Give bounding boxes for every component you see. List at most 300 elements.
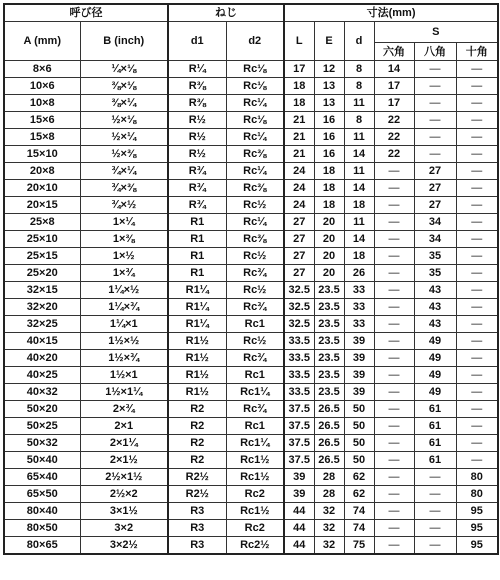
header-b-inch: B (inch) bbox=[80, 22, 168, 61]
cell-d: 39 bbox=[344, 333, 374, 350]
cell-b-inch: 2½×1½ bbox=[80, 469, 168, 486]
table-row bbox=[4, 350, 498, 367]
cell-d2: Rc1½ bbox=[226, 503, 284, 520]
cell-b-inch: 2×1¼ bbox=[80, 435, 168, 452]
cell-d2: Rc⅛ bbox=[226, 61, 284, 78]
table-row bbox=[4, 384, 498, 401]
cell-octagon: 34 bbox=[414, 231, 456, 248]
cell-l: 21 bbox=[284, 112, 314, 129]
cell-l: 32.5 bbox=[284, 282, 314, 299]
cell-e: 16 bbox=[314, 129, 344, 146]
cell-decagon: — bbox=[456, 129, 498, 146]
cell-decagon: — bbox=[456, 299, 498, 316]
cell-octagon: 49 bbox=[414, 384, 456, 401]
cell-d2: Rc1 bbox=[226, 316, 284, 333]
cell-e: 23.5 bbox=[314, 367, 344, 384]
cell-d2: Rc1 bbox=[226, 367, 284, 384]
table-body bbox=[4, 61, 498, 555]
table-row bbox=[4, 163, 498, 180]
cell-a-mm: 80×50 bbox=[4, 520, 80, 537]
cell-a-mm: 32×25 bbox=[4, 316, 80, 333]
cell-d1: R1½ bbox=[168, 350, 226, 367]
cell-l: 24 bbox=[284, 163, 314, 180]
table-row bbox=[4, 503, 498, 520]
header-decagon: 十角 bbox=[456, 43, 498, 61]
cell-d: 11 bbox=[344, 129, 374, 146]
header-nominal-size: 呼び径 bbox=[4, 4, 168, 22]
cell-octagon: 27 bbox=[414, 163, 456, 180]
cell-l: 39 bbox=[284, 469, 314, 486]
cell-a-mm: 20×10 bbox=[4, 180, 80, 197]
cell-e: 20 bbox=[314, 248, 344, 265]
table-row bbox=[4, 333, 498, 350]
cell-e: 13 bbox=[314, 95, 344, 112]
cell-a-mm: 50×25 bbox=[4, 418, 80, 435]
cell-hexagon: — bbox=[374, 503, 414, 520]
cell-hexagon: — bbox=[374, 214, 414, 231]
cell-d1: R½ bbox=[168, 129, 226, 146]
cell-e: 28 bbox=[314, 469, 344, 486]
cell-a-mm: 40×25 bbox=[4, 367, 80, 384]
table-row bbox=[4, 214, 498, 231]
table-row bbox=[4, 248, 498, 265]
cell-a-mm: 40×20 bbox=[4, 350, 80, 367]
cell-a-mm: 15×10 bbox=[4, 146, 80, 163]
cell-octagon: 27 bbox=[414, 180, 456, 197]
cell-a-mm: 20×8 bbox=[4, 163, 80, 180]
table-row bbox=[4, 265, 498, 282]
cell-octagon: — bbox=[414, 112, 456, 129]
table-row bbox=[4, 282, 498, 299]
cell-l: 37.5 bbox=[284, 435, 314, 452]
cell-e: 16 bbox=[314, 112, 344, 129]
cell-a-mm: 25×20 bbox=[4, 265, 80, 282]
cell-l: 24 bbox=[284, 197, 314, 214]
cell-d1: R2 bbox=[168, 452, 226, 469]
cell-a-mm: 15×8 bbox=[4, 129, 80, 146]
cell-d2: Rc¼ bbox=[226, 129, 284, 146]
cell-a-mm: 15×6 bbox=[4, 112, 80, 129]
cell-decagon: — bbox=[456, 350, 498, 367]
cell-octagon: — bbox=[414, 78, 456, 95]
cell-l: 18 bbox=[284, 78, 314, 95]
cell-b-inch: 1½×½ bbox=[80, 333, 168, 350]
cell-octagon: — bbox=[414, 95, 456, 112]
cell-d1: R1 bbox=[168, 248, 226, 265]
cell-e: 12 bbox=[314, 61, 344, 78]
cell-octagon: — bbox=[414, 537, 456, 555]
header-d1: d1 bbox=[168, 22, 226, 61]
cell-l: 21 bbox=[284, 146, 314, 163]
header-a-mm: A (mm) bbox=[4, 22, 80, 61]
cell-d1: R⅜ bbox=[168, 95, 226, 112]
cell-decagon: — bbox=[456, 316, 498, 333]
cell-e: 32 bbox=[314, 503, 344, 520]
table-row bbox=[4, 537, 498, 555]
cell-b-inch: 2×1½ bbox=[80, 452, 168, 469]
cell-d: 74 bbox=[344, 503, 374, 520]
header-hexagon: 六角 bbox=[374, 43, 414, 61]
cell-l: 39 bbox=[284, 486, 314, 503]
cell-d: 62 bbox=[344, 486, 374, 503]
cell-d1: R2½ bbox=[168, 469, 226, 486]
cell-octagon: 61 bbox=[414, 418, 456, 435]
cell-b-inch: ¼×⅛ bbox=[80, 61, 168, 78]
cell-octagon: — bbox=[414, 61, 456, 78]
cell-decagon: — bbox=[456, 61, 498, 78]
cell-octagon: — bbox=[414, 486, 456, 503]
cell-a-mm: 25×15 bbox=[4, 248, 80, 265]
cell-octagon: 61 bbox=[414, 435, 456, 452]
cell-d: 18 bbox=[344, 248, 374, 265]
cell-b-inch: ¾×½ bbox=[80, 197, 168, 214]
cell-octagon: 49 bbox=[414, 367, 456, 384]
cell-decagon: — bbox=[456, 146, 498, 163]
cell-hexagon: — bbox=[374, 197, 414, 214]
cell-hexagon: 22 bbox=[374, 129, 414, 146]
cell-hexagon: 22 bbox=[374, 146, 414, 163]
cell-b-inch: 1½×1¼ bbox=[80, 384, 168, 401]
cell-decagon: — bbox=[456, 180, 498, 197]
cell-a-mm: 65×40 bbox=[4, 469, 80, 486]
header-l: L bbox=[284, 22, 314, 61]
cell-d1: R2 bbox=[168, 418, 226, 435]
cell-d: 75 bbox=[344, 537, 374, 555]
cell-decagon: — bbox=[456, 282, 498, 299]
cell-b-inch: ⅜×⅛ bbox=[80, 78, 168, 95]
header-octagon: 八角 bbox=[414, 43, 456, 61]
cell-d1: R2 bbox=[168, 435, 226, 452]
table-header bbox=[4, 4, 498, 61]
cell-l: 18 bbox=[284, 95, 314, 112]
cell-l: 37.5 bbox=[284, 452, 314, 469]
cell-d2: Rc½ bbox=[226, 333, 284, 350]
cell-d1: R1½ bbox=[168, 333, 226, 350]
cell-hexagon: 14 bbox=[374, 61, 414, 78]
cell-d: 39 bbox=[344, 384, 374, 401]
cell-d: 74 bbox=[344, 520, 374, 537]
cell-a-mm: 10×8 bbox=[4, 95, 80, 112]
cell-octagon: — bbox=[414, 503, 456, 520]
cell-b-inch: 1×⅜ bbox=[80, 231, 168, 248]
cell-b-inch: 3×2½ bbox=[80, 537, 168, 555]
cell-hexagon: 22 bbox=[374, 112, 414, 129]
cell-hexagon: — bbox=[374, 435, 414, 452]
cell-b-inch: ½×⅜ bbox=[80, 146, 168, 163]
cell-e: 26.5 bbox=[314, 418, 344, 435]
cell-hexagon: — bbox=[374, 163, 414, 180]
cell-octagon: 61 bbox=[414, 452, 456, 469]
cell-octagon: — bbox=[414, 146, 456, 163]
table-row bbox=[4, 299, 498, 316]
header-s: S bbox=[374, 22, 498, 43]
header-e: E bbox=[314, 22, 344, 61]
cell-d1: R⅜ bbox=[168, 78, 226, 95]
cell-d2: Rc1¼ bbox=[226, 435, 284, 452]
table-row bbox=[4, 520, 498, 537]
cell-d2: Rc2 bbox=[226, 520, 284, 537]
cell-d2: Rc¾ bbox=[226, 299, 284, 316]
cell-l: 32.5 bbox=[284, 316, 314, 333]
cell-d: 8 bbox=[344, 78, 374, 95]
cell-a-mm: 32×20 bbox=[4, 299, 80, 316]
cell-decagon: — bbox=[456, 78, 498, 95]
cell-hexagon: 17 bbox=[374, 95, 414, 112]
cell-l: 32.5 bbox=[284, 299, 314, 316]
cell-octagon: — bbox=[414, 129, 456, 146]
dimension-table bbox=[3, 3, 499, 555]
cell-d1: R1½ bbox=[168, 384, 226, 401]
cell-hexagon: — bbox=[374, 282, 414, 299]
table-row bbox=[4, 146, 498, 163]
header-d2: d2 bbox=[226, 22, 284, 61]
cell-b-inch: 1¼×½ bbox=[80, 282, 168, 299]
cell-e: 20 bbox=[314, 265, 344, 282]
cell-hexagon: — bbox=[374, 384, 414, 401]
cell-d1: R1 bbox=[168, 231, 226, 248]
cell-b-inch: 2×1 bbox=[80, 418, 168, 435]
cell-e: 32 bbox=[314, 520, 344, 537]
cell-octagon: 43 bbox=[414, 316, 456, 333]
cell-e: 23.5 bbox=[314, 350, 344, 367]
cell-a-mm: 10×6 bbox=[4, 78, 80, 95]
cell-d: 18 bbox=[344, 197, 374, 214]
table-row bbox=[4, 197, 498, 214]
cell-a-mm: 25×10 bbox=[4, 231, 80, 248]
cell-d: 33 bbox=[344, 299, 374, 316]
cell-d: 14 bbox=[344, 146, 374, 163]
cell-decagon: — bbox=[456, 452, 498, 469]
cell-decagon: 80 bbox=[456, 486, 498, 503]
cell-l: 37.5 bbox=[284, 418, 314, 435]
table-row bbox=[4, 486, 498, 503]
cell-d2: Rc⅜ bbox=[226, 146, 284, 163]
cell-octagon: 34 bbox=[414, 214, 456, 231]
cell-d1: R1¼ bbox=[168, 282, 226, 299]
table-row bbox=[4, 316, 498, 333]
cell-hexagon: — bbox=[374, 486, 414, 503]
cell-d2: Rc2 bbox=[226, 486, 284, 503]
table-row bbox=[4, 61, 498, 78]
cell-b-inch: 3×2 bbox=[80, 520, 168, 537]
cell-l: 44 bbox=[284, 537, 314, 555]
cell-decagon: 95 bbox=[456, 503, 498, 520]
cell-decagon: 95 bbox=[456, 520, 498, 537]
cell-a-mm: 40×15 bbox=[4, 333, 80, 350]
cell-l: 27 bbox=[284, 248, 314, 265]
cell-octagon: 61 bbox=[414, 401, 456, 418]
cell-decagon: — bbox=[456, 265, 498, 282]
cell-d: 50 bbox=[344, 452, 374, 469]
cell-d: 62 bbox=[344, 469, 374, 486]
table-row bbox=[4, 231, 498, 248]
cell-hexagon: — bbox=[374, 299, 414, 316]
cell-hexagon: — bbox=[374, 265, 414, 282]
cell-d2: Rc¼ bbox=[226, 95, 284, 112]
cell-octagon: 35 bbox=[414, 248, 456, 265]
cell-hexagon: — bbox=[374, 469, 414, 486]
cell-decagon: 80 bbox=[456, 469, 498, 486]
cell-l: 44 bbox=[284, 503, 314, 520]
cell-d: 11 bbox=[344, 95, 374, 112]
cell-a-mm: 50×20 bbox=[4, 401, 80, 418]
cell-d1: R¾ bbox=[168, 180, 226, 197]
cell-l: 27 bbox=[284, 231, 314, 248]
cell-a-mm: 25×8 bbox=[4, 214, 80, 231]
cell-d1: R¾ bbox=[168, 163, 226, 180]
table-row bbox=[4, 367, 498, 384]
cell-b-inch: ½×⅛ bbox=[80, 112, 168, 129]
cell-octagon: 43 bbox=[414, 299, 456, 316]
cell-d2: Rc1½ bbox=[226, 452, 284, 469]
cell-d1: R1 bbox=[168, 265, 226, 282]
cell-octagon: 27 bbox=[414, 197, 456, 214]
cell-e: 26.5 bbox=[314, 452, 344, 469]
header-d: d bbox=[344, 22, 374, 61]
cell-d1: R2½ bbox=[168, 486, 226, 503]
cell-d2: Rc⅜ bbox=[226, 231, 284, 248]
cell-b-inch: ⅜×¼ bbox=[80, 95, 168, 112]
cell-d1: R1¼ bbox=[168, 316, 226, 333]
dimension-table-container bbox=[3, 3, 499, 555]
cell-d: 11 bbox=[344, 214, 374, 231]
cell-d2: Rc¾ bbox=[226, 265, 284, 282]
cell-e: 23.5 bbox=[314, 333, 344, 350]
cell-l: 17 bbox=[284, 61, 314, 78]
cell-d: 33 bbox=[344, 316, 374, 333]
cell-d2: Rc1¼ bbox=[226, 384, 284, 401]
cell-decagon: — bbox=[456, 214, 498, 231]
cell-d2: Rc½ bbox=[226, 282, 284, 299]
cell-e: 28 bbox=[314, 486, 344, 503]
cell-octagon: 35 bbox=[414, 265, 456, 282]
cell-a-mm: 32×15 bbox=[4, 282, 80, 299]
cell-e: 16 bbox=[314, 146, 344, 163]
cell-d1: R½ bbox=[168, 112, 226, 129]
cell-a-mm: 80×40 bbox=[4, 503, 80, 520]
header-thread: ねじ bbox=[168, 4, 284, 22]
cell-a-mm: 8×6 bbox=[4, 61, 80, 78]
cell-d: 14 bbox=[344, 180, 374, 197]
cell-l: 33.5 bbox=[284, 333, 314, 350]
cell-octagon: 49 bbox=[414, 350, 456, 367]
cell-hexagon: — bbox=[374, 520, 414, 537]
cell-d2: Rc⅛ bbox=[226, 78, 284, 95]
cell-b-inch: 1½×1 bbox=[80, 367, 168, 384]
cell-b-inch: 2½×2 bbox=[80, 486, 168, 503]
cell-a-mm: 50×32 bbox=[4, 435, 80, 452]
table-row bbox=[4, 112, 498, 129]
cell-decagon: — bbox=[456, 384, 498, 401]
cell-octagon: — bbox=[414, 520, 456, 537]
cell-hexagon: — bbox=[374, 180, 414, 197]
cell-b-inch: ¾×⅜ bbox=[80, 180, 168, 197]
cell-d: 39 bbox=[344, 367, 374, 384]
cell-d: 26 bbox=[344, 265, 374, 282]
cell-decagon: — bbox=[456, 367, 498, 384]
table-row bbox=[4, 418, 498, 435]
cell-octagon: 43 bbox=[414, 282, 456, 299]
cell-b-inch: 1×½ bbox=[80, 248, 168, 265]
cell-l: 37.5 bbox=[284, 401, 314, 418]
table-row bbox=[4, 452, 498, 469]
cell-d1: R1¼ bbox=[168, 299, 226, 316]
cell-hexagon: — bbox=[374, 350, 414, 367]
cell-e: 13 bbox=[314, 78, 344, 95]
cell-d1: R½ bbox=[168, 146, 226, 163]
table-row bbox=[4, 180, 498, 197]
cell-l: 24 bbox=[284, 180, 314, 197]
cell-l: 27 bbox=[284, 265, 314, 282]
cell-d1: R2 bbox=[168, 401, 226, 418]
cell-hexagon: 17 bbox=[374, 78, 414, 95]
table-row bbox=[4, 435, 498, 452]
header-dimensions: 寸法(mm) bbox=[284, 4, 498, 22]
cell-hexagon: — bbox=[374, 537, 414, 555]
cell-octagon: 49 bbox=[414, 333, 456, 350]
cell-b-inch: 3×1½ bbox=[80, 503, 168, 520]
cell-l: 33.5 bbox=[284, 350, 314, 367]
cell-b-inch: 1¼×1 bbox=[80, 316, 168, 333]
cell-d: 33 bbox=[344, 282, 374, 299]
cell-d2: Rc½ bbox=[226, 197, 284, 214]
cell-decagon: — bbox=[456, 248, 498, 265]
cell-octagon: — bbox=[414, 469, 456, 486]
cell-hexagon: — bbox=[374, 231, 414, 248]
cell-d: 8 bbox=[344, 61, 374, 78]
cell-hexagon: — bbox=[374, 452, 414, 469]
cell-d1: R1½ bbox=[168, 367, 226, 384]
cell-b-inch: 1×¾ bbox=[80, 265, 168, 282]
cell-b-inch: 1×¼ bbox=[80, 214, 168, 231]
cell-b-inch: 1¼×¾ bbox=[80, 299, 168, 316]
cell-b-inch: 1½×¾ bbox=[80, 350, 168, 367]
cell-decagon: — bbox=[456, 435, 498, 452]
cell-d1: R3 bbox=[168, 537, 226, 555]
cell-d: 50 bbox=[344, 418, 374, 435]
cell-e: 23.5 bbox=[314, 384, 344, 401]
cell-d: 50 bbox=[344, 401, 374, 418]
cell-a-mm: 65×50 bbox=[4, 486, 80, 503]
cell-e: 23.5 bbox=[314, 316, 344, 333]
cell-d1: R¾ bbox=[168, 197, 226, 214]
cell-d2: Rc⅛ bbox=[226, 112, 284, 129]
cell-b-inch: ¾×¼ bbox=[80, 163, 168, 180]
cell-d: 39 bbox=[344, 350, 374, 367]
cell-l: 44 bbox=[284, 520, 314, 537]
cell-hexagon: — bbox=[374, 401, 414, 418]
cell-d1: R3 bbox=[168, 503, 226, 520]
cell-decagon: — bbox=[456, 163, 498, 180]
cell-decagon: — bbox=[456, 333, 498, 350]
cell-b-inch: 2×¾ bbox=[80, 401, 168, 418]
cell-decagon: — bbox=[456, 418, 498, 435]
cell-decagon: — bbox=[456, 95, 498, 112]
cell-e: 20 bbox=[314, 231, 344, 248]
cell-hexagon: — bbox=[374, 333, 414, 350]
cell-e: 23.5 bbox=[314, 282, 344, 299]
cell-decagon: — bbox=[456, 231, 498, 248]
table-row bbox=[4, 129, 498, 146]
cell-decagon: — bbox=[456, 197, 498, 214]
cell-a-mm: 20×15 bbox=[4, 197, 80, 214]
cell-a-mm: 80×65 bbox=[4, 537, 80, 555]
cell-d2: Rc¼ bbox=[226, 214, 284, 231]
cell-hexagon: — bbox=[374, 316, 414, 333]
cell-l: 33.5 bbox=[284, 367, 314, 384]
cell-d2: Rc¼ bbox=[226, 163, 284, 180]
cell-d1: R1 bbox=[168, 214, 226, 231]
